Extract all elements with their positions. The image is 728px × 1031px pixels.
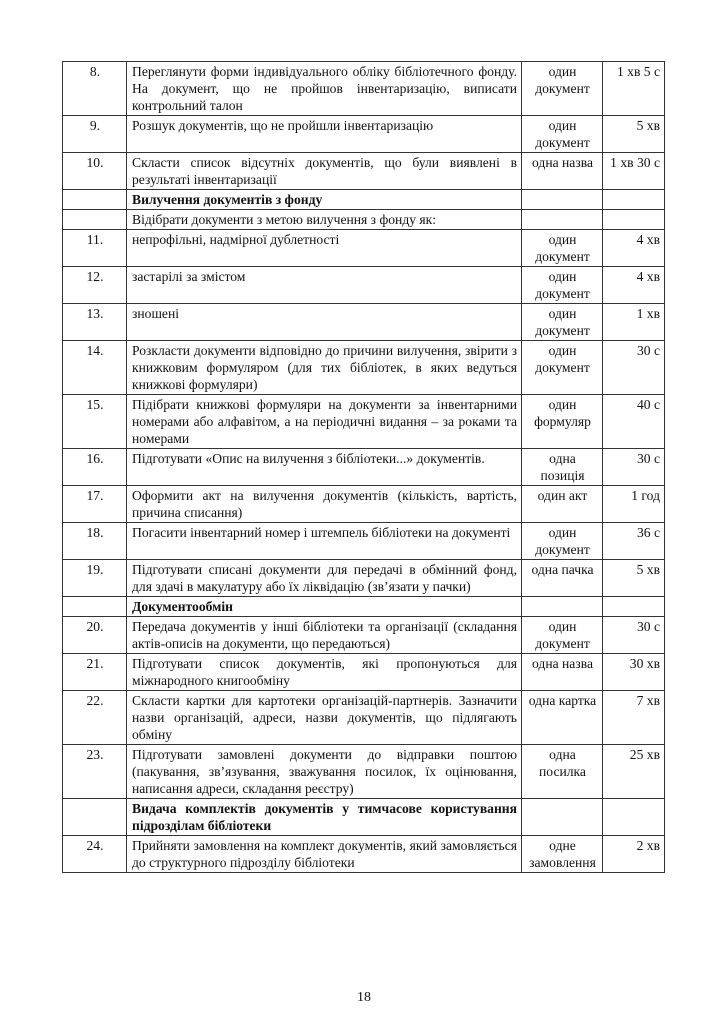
row-number: 12. — [63, 267, 127, 304]
row-description: Вилучення документів з фонду — [127, 190, 522, 210]
row-time-norm: 5 хв — [603, 560, 665, 597]
table-row — [63, 523, 665, 560]
row-number: 16. — [63, 449, 127, 486]
row-description: Передача документів у інші бібліотеки та організації (складання актів-описів на документи, що передаються) — [127, 617, 522, 654]
row-unit: одна картка — [522, 691, 603, 745]
row-unit: одна назва — [522, 153, 603, 190]
row-unit: одна назва — [522, 654, 603, 691]
row-time-norm: 7 хв — [603, 691, 665, 745]
row-description: Видача комплектів документів у тимчасове користування підрозділам бібліотеки — [127, 799, 522, 836]
row-number — [63, 799, 127, 836]
row-time-norm — [603, 190, 665, 210]
row-time-norm: 40 с — [603, 395, 665, 449]
row-number: 14. — [63, 341, 127, 395]
table-row — [63, 617, 665, 654]
table-row — [63, 341, 665, 395]
page-number: 18 — [357, 990, 371, 1005]
row-number: 9. — [63, 116, 127, 153]
row-description: Підготувати замовлені документи до відправки поштою (пакування, зв’язування, зважування посилок, їх оцінювання, написання адреси, складання реєстру) — [127, 745, 522, 799]
row-time-norm: 36 с — [603, 523, 665, 560]
row-number — [63, 190, 127, 210]
row-description: Підготувати список документів, які пропонуються для міжнародного книгообміну — [127, 654, 522, 691]
row-time-norm: 30 с — [603, 341, 665, 395]
norms-table — [62, 61, 665, 873]
row-unit — [522, 190, 603, 210]
section-heading-row — [63, 597, 665, 617]
row-description: Прийняти замовлення на комплект документів, який замовляється до структурного підрозділу бібліотеки — [127, 836, 522, 873]
row-description: Оформити акт на вилучення документів (кількість, вартість, причина списання) — [127, 486, 522, 523]
row-time-norm: 25 хв — [603, 745, 665, 799]
row-unit: один документ — [522, 230, 603, 267]
table-row — [63, 267, 665, 304]
row-number: 18. — [63, 523, 127, 560]
row-description: Погасити інвентарний номер і штемпель бібліотеки на документі — [127, 523, 522, 560]
row-description: Підібрати книжкові формуляри на документи за інвентарними номерами або алфавітом, а на періодичні видання – за роками та номерами — [127, 395, 522, 449]
row-unit: один документ — [522, 62, 603, 116]
row-description: Відібрати документи з метою вилучення з фонду як: — [127, 210, 522, 230]
row-description: Документообмін — [127, 597, 522, 617]
row-unit: один документ — [522, 617, 603, 654]
table-row — [63, 836, 665, 873]
row-number — [63, 597, 127, 617]
table-row — [63, 210, 665, 230]
table-row — [63, 116, 665, 153]
row-unit: один документ — [522, 523, 603, 560]
row-description: зношені — [127, 304, 522, 341]
row-unit — [522, 597, 603, 617]
row-time-norm — [603, 210, 665, 230]
row-description: Розшук документів, що не пройшли інвентаризацію — [127, 116, 522, 153]
row-number: 13. — [63, 304, 127, 341]
row-time-norm: 2 хв — [603, 836, 665, 873]
row-number: 20. — [63, 617, 127, 654]
row-number: 17. — [63, 486, 127, 523]
row-time-norm — [603, 597, 665, 617]
table-row — [63, 153, 665, 190]
row-unit — [522, 799, 603, 836]
row-description: Скласти список відсутніх документів, що були виявлені в результаті інвентаризації — [127, 153, 522, 190]
row-time-norm: 1 хв 5 с — [603, 62, 665, 116]
row-unit: один документ — [522, 116, 603, 153]
table-row — [63, 449, 665, 486]
row-time-norm: 1 хв 30 с — [603, 153, 665, 190]
row-number: 22. — [63, 691, 127, 745]
row-time-norm: 1 хв — [603, 304, 665, 341]
row-number: 21. — [63, 654, 127, 691]
row-number: 10. — [63, 153, 127, 190]
row-unit: один документ — [522, 304, 603, 341]
row-description: Розкласти документи відповідно до причини вилучення, звірити з книжковим формуляром (для тих бібліотек, в яких ведуться книжкові формуляри) — [127, 341, 522, 395]
row-unit: одне замовлення — [522, 836, 603, 873]
row-number: 24. — [63, 836, 127, 873]
row-description: застарілі за змістом — [127, 267, 522, 304]
row-time-norm: 5 хв — [603, 116, 665, 153]
row-description: непрофільні, надмірної дублетності — [127, 230, 522, 267]
row-time-norm: 30 хв — [603, 654, 665, 691]
table-row — [63, 691, 665, 745]
row-time-norm: 30 с — [603, 617, 665, 654]
section-heading-row — [63, 190, 665, 210]
row-time-norm: 1 год — [603, 486, 665, 523]
row-time-norm — [603, 799, 665, 836]
table-row — [63, 304, 665, 341]
row-number: 8. — [63, 62, 127, 116]
table-row — [63, 486, 665, 523]
row-description: Підготувати списані документи для передачі в обмінний фонд, для здачі в макулатуру або їх ліквідацію (зв’язати у пачки) — [127, 560, 522, 597]
row-unit: одна посилка — [522, 745, 603, 799]
row-number: 23. — [63, 745, 127, 799]
row-description: Підготувати «Опис на вилучення з бібліотеки...» документів. — [127, 449, 522, 486]
row-unit — [522, 210, 603, 230]
table-row — [63, 560, 665, 597]
table-row — [63, 62, 665, 116]
row-unit: один документ — [522, 267, 603, 304]
row-description: Скласти картки для картотеки організацій-партнерів. Зазначити назви організацій, адреси, назви документів, що підлягають обміну — [127, 691, 522, 745]
row-unit: один формуляр — [522, 395, 603, 449]
row-unit: один документ — [522, 341, 603, 395]
section-heading-row — [63, 799, 665, 836]
row-number: 19. — [63, 560, 127, 597]
row-unit: одна пачка — [522, 560, 603, 597]
row-time-norm: 30 с — [603, 449, 665, 486]
table-row — [63, 395, 665, 449]
table-row — [63, 230, 665, 267]
table-row — [63, 654, 665, 691]
row-number — [63, 210, 127, 230]
row-time-norm: 4 хв — [603, 230, 665, 267]
row-description: Переглянути форми індивідуального обліку бібліотечного фонду. На документ, що не пройшов інвентаризацію, виписати контрольний талон — [127, 62, 522, 116]
row-time-norm: 4 хв — [603, 267, 665, 304]
row-unit: одна позиція — [522, 449, 603, 486]
row-unit: один акт — [522, 486, 603, 523]
row-number: 15. — [63, 395, 127, 449]
table-row — [63, 745, 665, 799]
row-number: 11. — [63, 230, 127, 267]
